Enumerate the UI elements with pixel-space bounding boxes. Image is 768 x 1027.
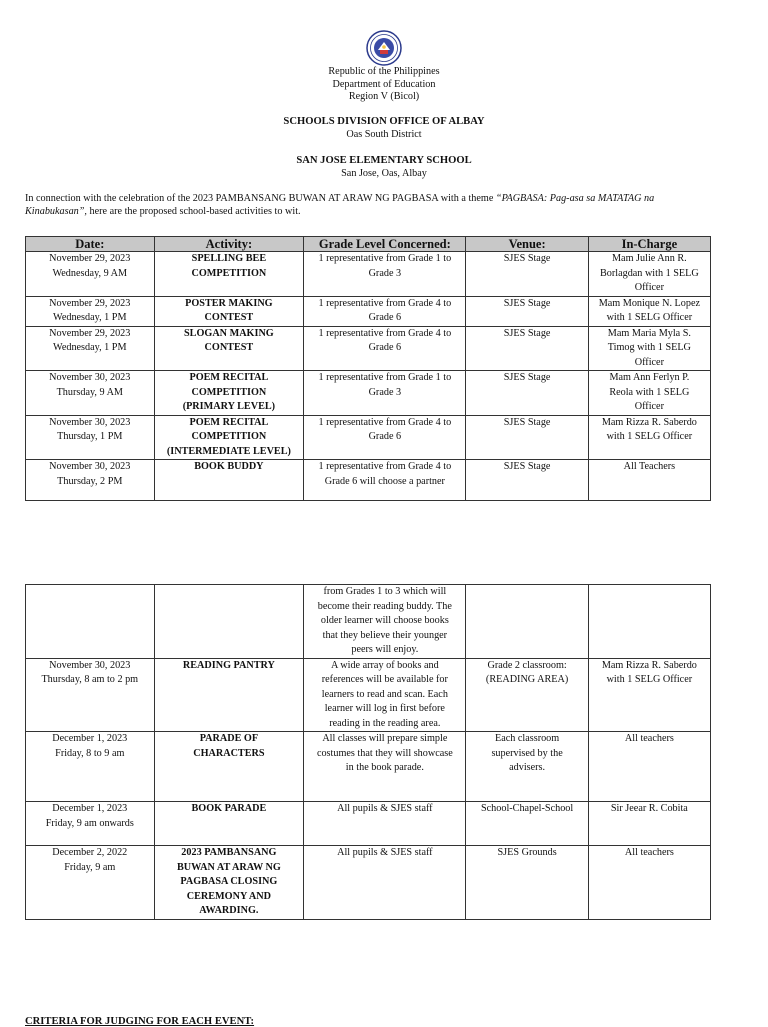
cell-grade: 1 representative from Grade 1 to Grade 3 (304, 252, 466, 297)
cell-activity (154, 585, 304, 659)
table-row (26, 846, 711, 920)
header-date: Date: (26, 237, 155, 252)
cell-grade: All pupils & SJES staff (304, 802, 466, 846)
cell-activity: PARADE OF CHARACTERS (154, 732, 304, 802)
header-in-charge: In-Charge (588, 237, 710, 252)
cell-venue: SJES Stage (466, 415, 588, 460)
cell-grade: 1 representative from Grade 4 to Grade 6 (304, 296, 466, 326)
table-header-row (26, 237, 711, 252)
table-row (26, 460, 711, 501)
header-district: Oas South District (346, 128, 422, 140)
cell-venue: SJES Stage (466, 460, 588, 501)
cell-grade: A wide array of books and references will be available for learners to read and scan. Each learner will log in first before reading in the reading area. (304, 658, 466, 732)
header-republic: Republic of the Philippines (328, 66, 440, 77)
table-row (26, 296, 711, 326)
cell-date: December 1, 2023 Friday, 8 to 9 am (26, 732, 155, 802)
activities-table-page2 (25, 584, 711, 920)
cell-venue: SJES Stage (466, 252, 588, 297)
cell-incharge: Mam Maria Myla S. Timog with 1 SELG Officer (588, 326, 710, 371)
cell-venue (466, 585, 588, 659)
cell-grade: All pupils & SJES staff (304, 846, 466, 920)
table-row (26, 732, 711, 802)
cell-grade: 1 representative from Grade 1 to Grade 3 (304, 371, 466, 416)
cell-incharge: All teachers (588, 732, 710, 802)
intro-text-after: here are the proposed school-based activities to wit. (86, 206, 301, 217)
intro-theme: “PAGBASA: Pag-asa sa MATATAG na Kinabukasan”, (25, 193, 655, 217)
header-grade-level: Grade Level Concerned: (304, 237, 466, 252)
table-row (26, 802, 711, 846)
cell-activity: 2023 PAMBANSANG BUWAN AT ARAW NG PAGBASA CLOSING CEREMONY AND AWARDING. (154, 846, 304, 920)
cell-venue: SJES Stage (466, 326, 588, 371)
cell-venue: SJES Grounds (466, 846, 588, 920)
cell-incharge: Mam Monique N. Lopez with 1 SELG Officer (588, 296, 710, 326)
header-venue: Venue: (466, 237, 588, 252)
cell-incharge: All Teachers (588, 460, 710, 501)
table-row (26, 326, 711, 371)
cell-date: November 30, 2023 Thursday, 2 PM (26, 460, 155, 501)
intro-text-before: In connection with the celebration of the 2023 PAMBANSANG BUWAN AT ARAW NG PAGBASA with a theme (25, 193, 496, 204)
cell-date (26, 585, 155, 659)
header-region: Region V (Bicol) (348, 91, 420, 103)
header-activity: Activity: (154, 237, 304, 252)
cell-incharge: Sir Jeear R. Cobita (588, 802, 710, 846)
cell-incharge: Mam Rizza R. Saberdo with 1 SELG Officer (588, 658, 710, 732)
cell-grade: 1 representative from Grade 4 to Grade 6 (304, 415, 466, 460)
cell-activity: SLOGAN MAKING CONTEST (154, 326, 304, 371)
cell-date: November 30, 2023 Thursday, 1 PM (26, 415, 155, 460)
cell-activity: POEM RECITAL COMPETITION (PRIMARY LEVEL) (154, 371, 304, 416)
cell-grade: 1 representative from Grade 4 to Grade 6 will choose a partner (304, 460, 466, 501)
header-school-address: San Jose, Oas, Albay (341, 167, 427, 179)
cell-activity: POSTER MAKING CONTEST (154, 296, 304, 326)
cell-activity: READING PANTRY (154, 658, 304, 732)
cell-date: December 1, 2023 Friday, 9 am onwards (26, 802, 155, 846)
cell-activity: SPELLING BEE COMPETITION (154, 252, 304, 297)
intro-paragraph (25, 192, 715, 218)
cell-incharge: Mam Julie Ann R. Borlagdan with 1 SELG Officer (588, 252, 710, 297)
cell-venue: School-Chapel-School (466, 802, 588, 846)
cell-incharge: Mam Ann Ferlyn P. Reola with 1 SELG Officer (588, 371, 710, 416)
cell-venue: Grade 2 classroom: (READING AREA) (466, 658, 588, 732)
cell-venue: SJES Stage (466, 296, 588, 326)
cell-date: November 30, 2023 Thursday, 8 am to 2 pm (26, 658, 155, 732)
cell-incharge: All teachers (588, 846, 710, 920)
cell-activity: BOOK BUDDY (154, 460, 304, 501)
cell-grade: All classes will prepare simple costumes that they will showcase in the book parade. (304, 732, 466, 802)
header-department: Department of Education (332, 78, 436, 90)
header-division-office: SCHOOLS DIVISION OFFICE OF ALBAY (283, 116, 485, 127)
table-row (26, 415, 711, 460)
criteria-heading: CRITERIA FOR JUDGING FOR EACH EVENT: (25, 1016, 255, 1027)
cell-date: November 30, 2023 Thursday, 9 AM (26, 371, 155, 416)
header-school-name: SAN JOSE ELEMENTARY SCHOOL (296, 155, 472, 166)
table-row (26, 371, 711, 416)
cell-incharge (588, 585, 710, 659)
table-row (26, 252, 711, 297)
cell-venue: SJES Stage (466, 371, 588, 416)
cell-date: November 29, 2023 Wednesday, 1 PM (26, 326, 155, 371)
cell-grade: from Grades 1 to 3 which will become their reading buddy. The older learner will choose books that they believe their younger peers will enjoy. (304, 585, 466, 659)
cell-venue: Each classroom supervised by the advisers. (466, 732, 588, 802)
cell-grade: 1 representative from Grade 4 to Grade 6 (304, 326, 466, 371)
cell-date: December 2, 2022 Friday, 9 am (26, 846, 155, 920)
deped-seal-logo (366, 30, 402, 66)
cell-date: November 29, 2023 Wednesday, 9 AM (26, 252, 155, 297)
table-row (26, 585, 711, 659)
activities-table-page1 (25, 236, 711, 501)
cell-date: November 29, 2023 Wednesday, 1 PM (26, 296, 155, 326)
cell-activity: POEM RECITAL COMPETITION (INTERMEDIATE LEVEL) (154, 415, 304, 460)
table-row (26, 658, 711, 732)
cell-incharge: Mam Rizza R. Saberdo with 1 SELG Officer (588, 415, 710, 460)
cell-activity: BOOK PARADE (154, 802, 304, 846)
